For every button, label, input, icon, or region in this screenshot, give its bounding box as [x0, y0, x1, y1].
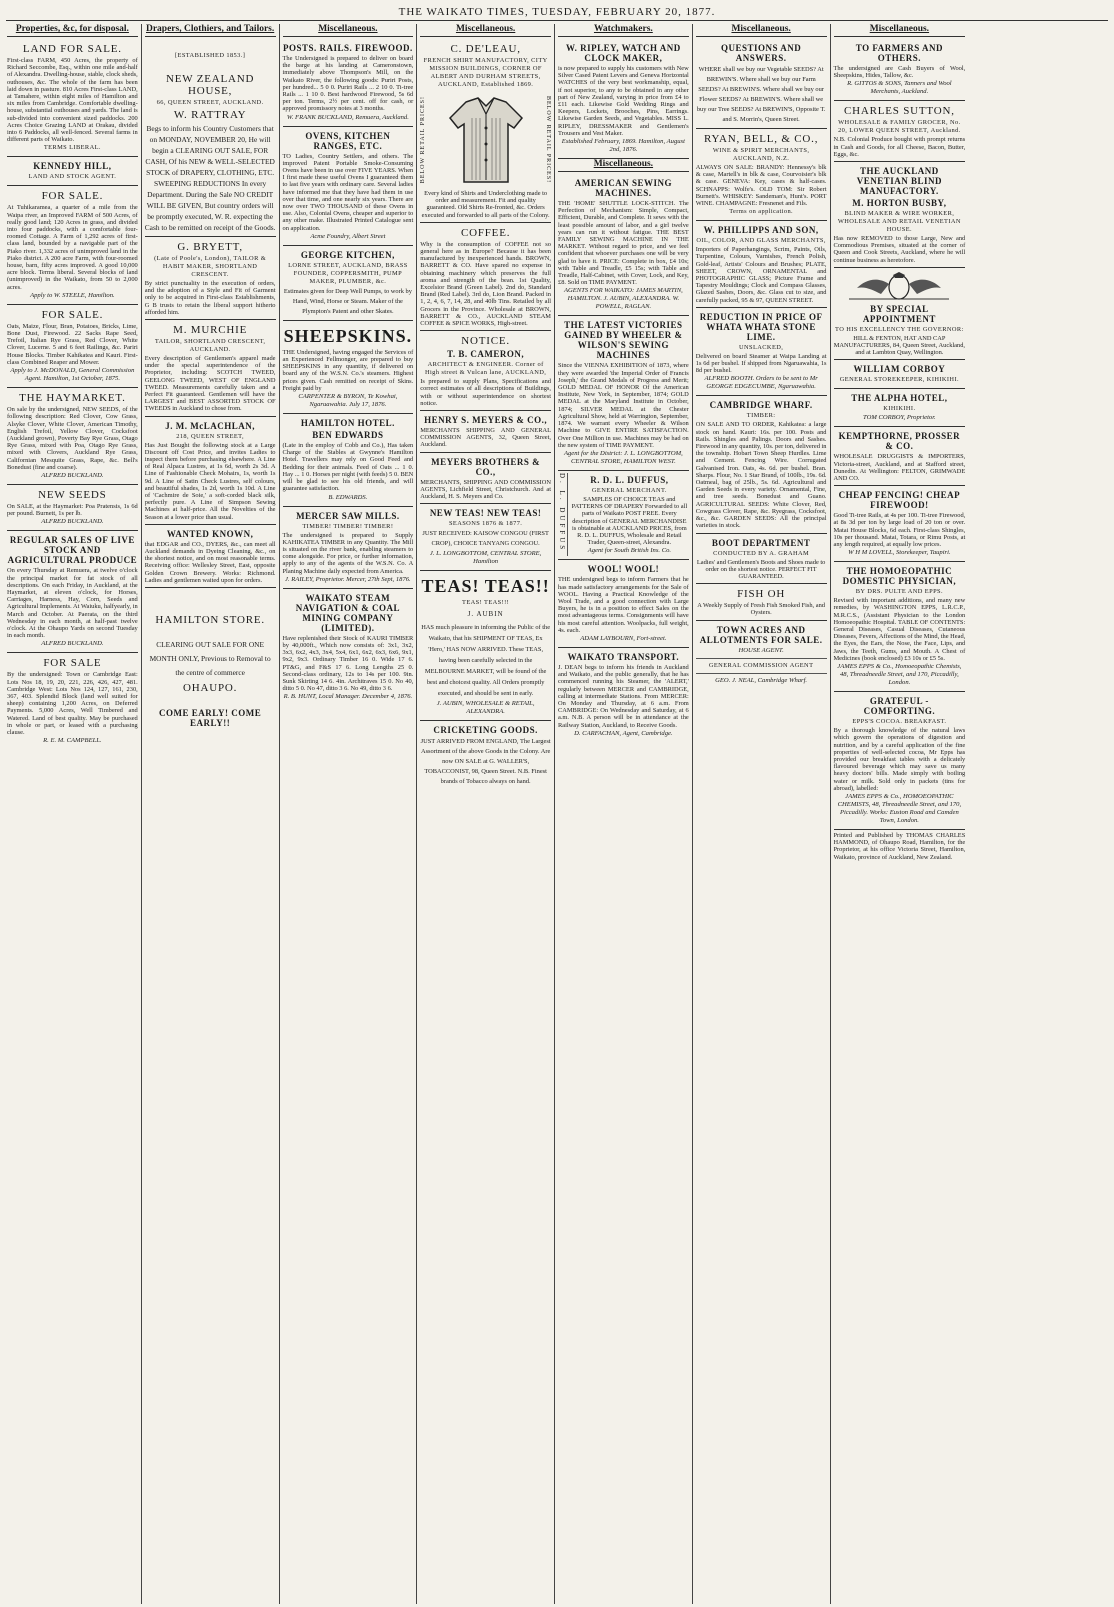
column-heading: Miscellaneous. — [420, 24, 551, 37]
advert-fish — [696, 584, 827, 620]
ad-body: A Weekly Supply of Fresh Fish Smoked Fish, and Oysters. — [697, 602, 825, 617]
ad-body: JUST ARRIVED FROM ENGLAND, The Largest Assortment of the above Goods in the Colony. Are now ON SALE at G. WALLER'S, TOBACCONIST, 98, Queen Street. N.B. Finest brands of Tobacco always on hand. — [420, 738, 551, 786]
ad-subtitle: ARCHITECT & ENGINEER. Corner of High street & Vulcan lane, AUCKLAND, — [424, 361, 547, 377]
ad-title: WOOL! WOOL! — [587, 564, 660, 575]
advert-for-sale-cambridge-lots — [7, 653, 138, 749]
advert-phillipps — [696, 221, 827, 308]
ad-signature: TOM CORBOY, Proprietor. — [863, 414, 936, 422]
ad-body: Since the VIENNA EXHIBITION of 1873, where they were awarded 'the Imperial Order of Francis Joseph,' the Grand Medals of Progress and Merit; GOLD MEDAL OF HONOR Of the American Institute, New York, in September, 1874; GOLD MEDAL at the Maryland Institute in October, 1874; SILVER MEDAL at the Chester Agricultural Show, held at Warrington, September, 1874. We warrant every Wheeler & Wilson Machine to GIVE ENTIRE SATISFACTION. Over One Million in use. Machines may be had on the new system of TIME PAYMENT. — [558, 362, 689, 449]
ad-subtitle: GENERAL MERCHANT. — [591, 486, 667, 494]
ad-note: Terms on application. — [729, 208, 794, 216]
advert-to-farmers — [834, 39, 966, 101]
ad-place: OHAUPO. — [183, 682, 238, 695]
column-heading: Miscellaneous. — [696, 24, 827, 37]
ad-title: REDUCTION IN PRICE OF WHATA WHATA STONE LIME. — [699, 311, 823, 342]
ad-title: SHEEPSKINS. — [283, 325, 413, 346]
advert-notice-cameron — [420, 331, 551, 411]
ad-body: WHOLESALE DRUGGISTS & IMPORTERS, Victoria-street, Auckland, and at Stafford street, Dunedin. At Wellington: FELTON, GRIMWADE AND CO. — [833, 453, 966, 483]
ad-title: BY SPECIAL APPOINTMENT — [862, 303, 936, 324]
ad-body: By the undersigned: Town or Cambridge East: Lots Nos 18, 19, 20, 221, 226, 426, 427, 481. Cambridge West: Lots Nos 124, 127, 161, 230, 367, 403. Splendid Block (land well suited for sheep) containing 1,200 Acres, on Deferred Payments. 5,000 Acres, Well Timbered and Watered. Land of best quality. May be purchased in whole or part, or leased with a purchasing clause. — [7, 671, 138, 736]
ad-title: AMERICAN SEWING MACHINES. — [574, 178, 672, 199]
ad-signature: J. AUBIN, WHOLESALE & RETAIL, ALEXANDRA. — [436, 700, 535, 716]
ad-body: SAMPLES OF CHOICE TEAS and PATTERNS OF DRAPERY Forwarded to all parts of Waikato POST FREE. Every description of GENERAL MERCHANDISE is obtainable at AUCKLAND PRICES, from R. D. L. DUFFUS, Wholesale and Retail Trader, Queen-street, Alexandra. — [571, 495, 688, 547]
ad-title: TOWN ACRES AND ALLOTMENTS FOR SALE. — [699, 624, 823, 645]
column-miscellaneous-3 — [693, 24, 831, 1604]
advert-cheap-fencing — [834, 486, 966, 562]
ad-name: J. AUBIN — [467, 610, 504, 619]
ad-body: Delivered on board Steamer at Waipa Landing at 1s 6d per bushel. If shipped from Ngaruawahia, 1s 8d per bushel. — [695, 352, 827, 375]
ad-body: J. DEAN begs to inform his friends in Auckland and Waikato, and the public generally, that he has commenced running his Steamer, the 'ALERT,' regularly between MERCER and CAMBRIDGE, calling at intermediate Stations. From MERCER: On Monday and Thursday, at 6 a.m. From CAMBRIDGE: On Wednesday and Saturday, at 6 a.m. N.B. A person will be in attendance at the Railway Station, Auckland, to Receive Goods. — [558, 663, 689, 729]
ad-signature: ALFRED BOOTH. Orders to be sent to Mr GEORGE EDGECUMBE, Ngaruawahia. — [704, 375, 818, 391]
advert-kempthorne-prosser — [834, 427, 966, 486]
advert-boot-department — [696, 534, 827, 585]
ad-title: NEW SEEDS — [38, 488, 107, 501]
column-heading: Miscellaneous. — [283, 24, 414, 37]
advert-george-kitchen — [283, 246, 414, 321]
advert-waikato-steam-navigation — [283, 589, 414, 706]
ad-body: N.B. Colonial Produce bought with prompt returns in Cash and Goods, for all Cheese, Bacon, Butter, Eggs, &c. — [833, 136, 966, 158]
advert-charles-sutton — [834, 101, 966, 162]
ad-title: TEAS! TEAS!! — [421, 576, 550, 597]
ad-signature: Agent for the District: J. L. LONGBOTTOM, CENTRAL STORE, HAMILTON WEST. — [563, 449, 683, 465]
ad-title: CHEAP FENCING! CHEAP FIREWOOD! — [838, 490, 961, 511]
advert-hamilton-store — [145, 588, 276, 733]
ad-title: CRICKETING GOODS. — [433, 725, 538, 736]
ad-title: NEW ZEALAND HOUSE, — [165, 73, 255, 97]
ad-signature: ADAM LAYBOURN, Fort-street. — [580, 634, 667, 642]
advert-ovens — [283, 127, 414, 246]
ad-body: On every Thursday at Remuera, at twelve o'clock the principal market for fat stock of all descriptions. On each Friday, in Auckland, at the Haymarket, at eleven o'clock, for Horses, Carriages, Harness, Hay, Corn, Seeds and Agricultural Implements. At Waiuku, halfyearly, in March and October. At Paerata, on the third Wednesday in each month, at half-past twelve o'clock. At the Ohaupo Yards on second Tuesday in each month. — [7, 567, 138, 640]
advert-bryett — [145, 237, 276, 320]
ad-body: On sale by the undersigned, NEW SEEDS, of the following description: Red Clover, Cow Grass, Alsyke Clover, White Clover, American Timothy, English Trefoil, Yellow Clover, Cocksfoot (Auckland grown), Poverty Bay Rye Grass, Otago Rye Grass, mixed with Poa, Otago Rye Grass, mixed with Clovers, Auckland Rye Grass, Californian Mesquite Grass, Rape, &c. Bell's Bonedust (fine and coarse). — [7, 406, 138, 471]
ad-body: TO Ladies, Country Settlers, and others. The improved Patent Portable Smoke-Consuming Ovens have been in use over FIVE YEARS. When I first made these useful Ovens I guaranteed them to last five years with ordinary care. Several ladies have informed me that they have had them in use over that time, and one nearly six years. There are now over TWO THOUSAND of these Ovens in use. Also, Colonial Ovens, cheaper and superior to any other make. Illustrated Printed Catalogue sent on application. — [282, 152, 414, 232]
ad-body: Why is the consumption of COFFEE not so general here as in Europe? Because it has been manufactured by inexperienced hands. BROWN, BARRETT & CO. Have spared no expense in obtaining machinery which preserves the full aroma and strength of the bean. 1st Quality, Excelsior Brand (Green Label). 2nd do, Standard Brand (Red Label). 3rd do, Lion Brand. Packed in 1, 2, 4, 6, 7, 14, 28, and 40lb Tins. Retailed by all Grocers in the Province. Wholesale at BROWN, BARRETT & CO., AUCKLAND STEAM COFFEE & SPICE WORKS, High-street. — [420, 240, 551, 328]
ad-signature: Apply to J. McDONALD, General Commission Agent. Hamilton, 1st October, 1875. — [10, 367, 135, 383]
advert-wool — [558, 560, 689, 648]
ad-signature: CARPENTER & BYRON, Te Kowhai, Ngaruawahia. July 17, 1876. — [298, 393, 398, 409]
ad-signature: ALFRED BUCKLAND. — [41, 471, 104, 479]
ad-body: First-class FARM, 450 Acres, the property of Richard Seccombe, Esq., within one mile and-half of Alexandra. Dwelling-house, stable, clock sheds, outhouses, &c. The whole of the farm has been laid down in pasture. 810 Acres First-class LAND, at Tamahere, within eight miles of Hamilton and six miles from Cambridge. Comfortable dwelling-house, substantial outhouses and yards. The land is sub-divided into convenient sized paddocks. 200 Acres Choice Grazing LAND at Orakau, divided into 6 Paddocks, all well-fenced. Several farms in different parts of Waikato. — [7, 57, 138, 144]
ad-signature: B. EDWARDS. — [328, 493, 368, 501]
ad-subtitle: LAND AND STOCK AGENT. — [28, 173, 117, 181]
ad-signature: Established February, 1869. Hamilton, August 2nd, 1876. — [561, 138, 685, 154]
advert-american-sewing — [558, 174, 689, 316]
advert-haymarket — [7, 388, 138, 485]
ad-signature: Agent for South British Ins. Co. — [587, 547, 672, 555]
ad-title: WANTED KNOWN, — [166, 528, 254, 539]
advert-posts-rails — [283, 39, 414, 127]
advert-ryan-bell — [696, 129, 827, 221]
ad-title: W. RIPLEY, WATCH AND CLOCK MAKER, — [565, 43, 681, 63]
masthead: THE WAIKATO TIMES, TUESDAY, FEBRUARY 20, 1877. — [6, 6, 1108, 21]
ad-title: W. PHILLIPPS AND SON, — [703, 225, 819, 236]
ad-signature: R. B. HUNT, Local Manager. December 4, 1876. — [283, 693, 413, 701]
ad-title: MEYERS BROTHERS & CO., — [431, 456, 541, 477]
advert-epps-cocoa — [834, 692, 966, 830]
ad-title: C. DE'LEAU, — [450, 43, 521, 55]
ad-signature: W. FRANK BUCKLAND, Remuera, Auckland. — [286, 113, 409, 121]
ad-subtitle: GENERAL STOREKEEPER, KIHIKIHI. — [839, 376, 959, 384]
ad-body: Every kind of Shirts and Underclothing made to order and measurement. Fit and quality guaranteed. Old Shirts Re-fronted, &c. Orders executed and forwarded to all parts of the Colony. — [421, 190, 550, 219]
column-heading: Watchmakers. — [558, 24, 689, 37]
ad-title: OVENS, KITCHEN RANGES, ETC. — [305, 130, 391, 151]
ad-signature: Acme Foundry, Albert Street — [310, 232, 386, 240]
ad-note: TERMS LIBERAL. — [43, 144, 101, 152]
ad-title: BOOT DEPARTMENT — [711, 537, 811, 548]
ad-body: ON SALE AND TO ORDER, Kahikatea: a large stock on hand. Kauri: 16s. per 100. Posts and Rails. Shingles and Palings. Doors and Sashes. Firewood in any quantity, 10s. per ton, delivered in the township. Hobart Town Sheep Hurdles. Lime and Cement. Fencing Wire. Corrugated Galvanised Iron. Oats, 4s. 6d. per bushel. Bran. Sharps. Flour, No. 1 Star Brand, of 100lb., 19s. 6d. Oatmeal, bag of 25lb., 5s. 6d. Agricultural and Garden Seeds in every variety. Ornamental, Fine, and tree seeds. Bonedust and Guano. AGRICULTURAL SEEDS: White Clover, Red, Cowgrass Clover, Rape, &c. Ryegrass, Cocksfoot, &c., &c. GARDEN SEEDS: All the principal varieties in stock. — [695, 421, 827, 530]
ad-subtitle: FRENCH SHIRT MANUFACTORY, CITY MISSION BUILDINGS, CORNER OF ALBERT AND DURHAM STREETS, AUCKLAND, Established 1869. — [423, 57, 548, 88]
ad-signature: ALFRED BUCKLAND. — [41, 518, 104, 526]
ad-title: WAIKATO TRANSPORT. — [567, 651, 680, 662]
advert-venetian-blind — [834, 162, 966, 268]
ad-title: M. MURCHIE — [173, 324, 248, 337]
ad-signature: R. GITTOS & SONS, Tanners and Wool Merchants, Auckland. — [847, 80, 952, 96]
imprint-text: Printed and Published by THOMAS CHARLES HAMMOND, of Ohaupo Road, Hamilton, for the Proprietor, at his office Victoria Street, Hamilton, Waikato, province of Auckland, New Zealand. — [833, 831, 966, 861]
ad-subtitle: BLIND MAKER & WIRE WORKER, WHOLESALE AND RETAIL VENETIAN HOUSE. — [837, 210, 961, 234]
ad-subtitle: (Late of Poole's, London), TAILOR & HABIT MAKER, SHORTLAND CRESCENT. — [154, 255, 267, 278]
advert-special-appointment — [834, 268, 966, 361]
advert-alpha-hotel — [834, 389, 966, 427]
ad-body: Has now REMOVED to those Large, New and Commodious Premises, situated at the corner of Queen and Cook Streets, Auckland, where he will continue business as heretofore. — [833, 235, 966, 264]
ad-footer: COME EARLY! COME EARLY!! — [159, 708, 262, 729]
ad-title: POSTS. RAILS. FIREWOOD. — [282, 43, 413, 53]
ad-signature: J. RAILEY, Proprietor. Mercer, 27th Sept, 1876. — [285, 575, 411, 583]
ad-body: THE Undersigned, having engaged the Services of an Experienced Fellmonger, are prepared to buy SHEEPSKINS in any quantity, if delivered on board any of the W.S.N. Co.'s steamers. Highest prices given. Cash remitted on receipt of Skins. Freight paid by — [282, 348, 414, 392]
ad-title: QUESTIONS AND ANSWERS. — [720, 43, 802, 63]
advert-regular-sales — [7, 531, 138, 653]
ad-subtitle: LORNE STREET, AUCKLAND, BRASS FOUNDER, COPPERSMITH, PUMP MAKER, PLUMBER, &c. — [288, 261, 408, 285]
royal-arms-emblem — [839, 272, 959, 302]
ad-title: THE LATEST VICTORIES GAINED BY WHEELER & WILSON'S SEWING MACHINES — [564, 320, 683, 361]
ad-title: NOTICE. — [461, 335, 510, 348]
ad-subtitle: TIMBER! TIMBER! TIMBER! — [302, 522, 394, 530]
advert-hamilton-hotel — [283, 414, 414, 506]
ad-subtitle: UNSLACKED, — [738, 343, 784, 351]
ad-signature: AGENTS FOR WAIKATO: JAMES MARTIN, HAMILTON. J. AUBIN, ALEXANDRA. W. POWELL, RAGLAN. — [563, 287, 683, 311]
ad-signature: D. CARFACHAN, Agent, Cambridge. — [574, 729, 673, 737]
advert-mercer-saw-mills — [283, 507, 414, 589]
advert-wanted-known — [145, 525, 276, 588]
ad-body: MERCHANTS SHIPPING AND GENERAL COMMISSION AGENTS, 32, Queen Street, Auckland. — [420, 427, 551, 449]
advert-teas-aubin — [420, 571, 551, 721]
ad-body: JUST RECEIVED: KAISOW CONGOU (FIRST CROP), CHOICE TANYANG CONGOU. — [422, 530, 549, 548]
ad-name: W. RATTRAY — [173, 109, 247, 121]
section-heading: Miscellaneous. — [558, 159, 689, 172]
advert-murchie — [145, 320, 276, 417]
side-text-right: BELOW RETAIL PRICES! — [545, 96, 551, 184]
ad-title: REGULAR SALES OF LIVE STOCK AND AGRICULTURAL PRODUCE — [7, 535, 138, 566]
ad-subtitle: OIL, COLOR, AND GLASS MERCHANTS, — [696, 237, 826, 245]
column-heading: Drapers, Clothiers, and Tailors. — [145, 24, 276, 37]
ad-body: THE undersigned begs to inform Farmers that he has made satisfactory arrangements for the Sale of WOOL. Having a Practical Knowledge of the Wool Trade, and a good connection with Large Buyers, he is in a position to effect Sales on the most advantageous terms. Consignments will have his most careful attention. Woolpacks, full weight, 4s. each. — [558, 576, 689, 634]
ad-subtitle: SEASONS 1876 & 1877. — [448, 520, 523, 528]
advert-de-leau-shirts — [420, 39, 551, 223]
ad-title: CAMBRIDGE WHARF. — [709, 400, 813, 411]
ad-body: Oats, Maize, Flour, Bran, Potatoes, Bricks, Lime, Bone Dust, Firewood. 22 Sacks Rape Seed, Trefoil, Italian Rye Grass, Red Clover, White Clover, Lucerne. 5 and 6 feet Railings, &c. Pariri House Blocks. Timber Kahikatea and Kauri. First-class Combined Reaper and Mower. — [7, 322, 138, 366]
ad-title: J. M. McLACHLAN, — [165, 420, 255, 431]
advert-henry-meyers — [420, 411, 551, 453]
ad-title: WILLIAM CORBOY — [853, 364, 946, 375]
ad-title: LAND FOR SALE. — [22, 43, 122, 55]
ad-body: HILL & FENTON, HAT AND CAP MANUFACTURERS, 84, Queen Street, Auckland, and at Lambton Quay, Wellington. — [833, 334, 965, 357]
ad-title: HAMILTON STORE. — [155, 614, 265, 627]
ad-body: THE 'HOME' SHUTTLE LOCK-STITCH. The Perfection of Mechanism: Simple, Compact, Efficient, Durable, and Complete. It sews with the least possible amount of labor, and a girl twelve years can run it without fatigue. THE BEST FAMILY SEWING MACHINE IN THE MARKET. Without regard to price, and we feel confident that whoever purchases one will be very glad to have it. PRICE: Complete in box, £4 10s; with Table and Treadle, £5 15s; with Table and Treadle, Half-Cabinet, with Cover, Lock, and Key, £8. Sold on TIME PAYMENT. — [558, 200, 689, 287]
ad-title: FOR SALE. — [41, 308, 104, 321]
advert-town-acres — [696, 621, 827, 689]
ad-title: RYAN, BELL, & CO., — [703, 133, 819, 145]
advert-whata-whata-lime — [696, 308, 827, 397]
ad-body: Ladies' and Gentlemen's Boots and Shoes made to order on the shortest notice. PERFECT FIT GUARANTEED. — [696, 558, 826, 580]
ad-title: NEW TEAS! NEW TEAS! — [429, 508, 542, 519]
ad-body: Estimates given for Deep Well Pumps, to work by Hand, Wind, Horse or Steam. Maker of the Plympton's Patent and other Skates. — [283, 287, 412, 315]
ad-subtitle: TAILOR, SHORTLAND CRESCENT, AUCKLAND. — [154, 338, 266, 354]
ad-body: HAS much pleasure in informing the Public of the Waikato, that his SHIPMENT OF TEAS, Ex 'Hero,' HAS NOW ARRIVED. These TEAS, having been carefully selected in the MELBOURNE MARKET, will be found of the best and choicest quality. All Orders promptly executed, and should be sent in early. — [421, 624, 551, 698]
ad-subtitle: KIHIKIHI. — [883, 405, 916, 413]
advert-mclachlan — [145, 417, 276, 525]
advert-for-sale-tuhikaramea — [7, 186, 138, 304]
advert-william-corboy — [834, 360, 966, 389]
ad-title: HAMILTON HOTEL. — [300, 418, 395, 429]
ad-title: G. BRYETT, — [177, 241, 243, 253]
ad-body: CLEARING OUT SALE FOR ONE MONTH ONLY, Previous to Removal to the centre of commerce — [149, 640, 271, 678]
ad-title: THE HOMOEOPATHIC DOMESTIC PHYSICIAN, — [842, 566, 957, 587]
ad-title: TO FARMERS AND OTHERS. — [855, 43, 943, 63]
advert-cambridge-wharf — [696, 396, 827, 533]
ad-title: FOR SALE. — [41, 190, 104, 203]
ad-body: Importers of Paperhangings, Scrim, Paints, Oils, Turpentine, Colours, Varnishes, French Polish, Gold-leaf, Artists' Colours and Brushes; PLATE, SHEET, CROWN, ORNAMENTAL and PHOTOGRAPHIC GLASS; Picture Frame and Tapestry Mouldings; Clock and Compass Glasses, Glazed Sashes, Doors, &c. Glass cut to size, and carefully packed, 95 & 97, QUEEN STREET. — [695, 246, 827, 304]
ad-body: GENERAL COMMISSION AGENT — [708, 661, 814, 669]
advert-cricketing-goods — [420, 721, 551, 790]
ad-title: CHARLES SUTTON, — [843, 105, 955, 118]
ad-subtitle: WHOLESALE & FAMILY GROCER, No. 20, LOWER QUEEN STREET, Auckland. — [838, 119, 961, 135]
ad-body: ALWAYS ON SALE: BRANDY: Hennessy's blk & case, Martell's in blk & case, Courvoisier's blk & case. GENEVA: Key, cases & half-cases. SCHNAPPS: Wolfe's. OLD TOM: Sir Robert Burnett's. WHISKEY: Sandeman's, Hunt's. PORT WINE. CHAMPAGNE: Fresnenet and Fils. — [695, 164, 827, 208]
ad-subtitle: CONDUCTED BY A. GRAHAM — [713, 549, 810, 557]
ad-title: COFFEE. — [460, 226, 511, 239]
advert-land-for-sale — [7, 39, 138, 157]
ad-subtitle: HOUSE AGENT. — [738, 646, 784, 654]
ad-body: By strict punctuality in the execution of orders, and the adoption of a Style and Fit of Garment only to be acquired in First-class Establishments, G B trusts to retain the liberal support hitherto afforded him. — [144, 280, 276, 316]
ad-signature: ALFRED BUCKLAND. — [41, 640, 104, 648]
column-heading: Properties, &c, for disposal. — [7, 24, 138, 37]
ad-name: T. B. CAMERON, — [447, 349, 525, 360]
ad-body: On SALE, at the Haymarket: Poa Pratensis, 1s 6d per pound. Burnett, 1s per lb. — [7, 502, 138, 518]
ad-body: that EDGAR and CO., DYERS, &c., can meet all Auckland demands in Dyeing Cleaning, &c., on the shortest notice, and on most reasonable terms. Receiving office: Wellesley Street, East, opposite Golden Crown Brewery. Works: Richmond. Ladies and gentlemen waited upon for orders. — [144, 540, 276, 584]
ad-body: Good Ti-tree Rails, at 4s per 100. Ti-tree Firewood, at 8s 3d per ton by large load of 20 ton or over. Matai House Blocks, 6d each. First-class Shingles, 10s per thousand. Matai, Totara, or Rimu Posts, at any length required, at equally low prices. — [833, 512, 966, 549]
ad-signature: JAMES EPPS & Co., Homoeopathic Chemists, 48, Threadneedle Street, and 170, Piccadilly, London. — [837, 663, 962, 687]
advert-ripley — [558, 39, 689, 159]
ad-signature: J. L. LONGBOTTOM, CENTRAL STORE, Hamilton — [429, 550, 542, 566]
ad-subtitle: 218, QUEEN STREET, — [176, 432, 245, 440]
advert-waikato-transport — [558, 648, 689, 742]
ad-body: By a thorough knowledge of the natural laws which govern the operations of digestion and nutrition, and by a careful application of the fine properties of well-selected cocoa, Mr Epps has provided our breakfast tables with a delicately flavoured beverage which may save us many heavy doctors' bills. Made simply with boiling water or milk. Sold only in packets (tins for abroad), labelled: — [833, 727, 966, 792]
printer-imprint — [834, 830, 966, 864]
ad-title: KEMPTHORNE, PROSSER & CO. — [838, 431, 961, 452]
columns — [4, 24, 1110, 1604]
advert-wheeler-wilson — [558, 316, 689, 470]
ad-signature: Apply to W. STEELE, Hamilton. — [30, 291, 115, 299]
ad-title: THE AUCKLAND VENETIAN BLIND MANUFACTORY. — [856, 166, 943, 197]
advert-meyers-brothers — [420, 453, 551, 505]
ad-title: FOR SALE — [43, 657, 102, 670]
ad-subtitle: TIMBER: — [746, 412, 776, 420]
ad-name: M. HORTON BUSBY, — [852, 198, 947, 209]
ad-title: KENNEDY HILL, — [33, 161, 112, 172]
ad-title: HENRY S. MEYERS & CO., — [424, 415, 548, 426]
column-miscellaneous-4 — [831, 24, 969, 1604]
ad-signature: GEO. J. NEAL, Cambridge Wharf. — [715, 676, 808, 684]
ad-subtitle: 66, QUEEN STREET, AUCKLAND. — [156, 99, 264, 106]
side-text-left: BELOW RETAIL PRICES! — [420, 96, 427, 184]
advert-new-seeds — [7, 485, 138, 531]
ad-body: The undersigned is prepared to Supply KAHIKATEA TIMBER in any Quantity. The Mill is situated on the river bank, enabling steamers to come alongside. For price, or further information, apply to any of the agents of the W.S.N. Co. A Planing Machine daily expected from America. — [282, 531, 414, 575]
ad-body: At Tuhikaramea, a quarter of a mile from the Waipa river, an Improved FARM of 500 Acres, of really good land; 120 Acres in grass, and divided into four paddocks, with a comfortable four-roomed Cottage. A Farm of 1,292 acres of first-class land, bounded by a navigable part of the Piako river. 1,332 acres of unimproved land in the Piako district. A 200 acre Farm, with four-roomed house, barn, fifty acres improved. A good 10,000 acre block. Terms liberal. Several blocks of land (unimproved) in the Waikato, from 50 to 2,000 acres. — [7, 204, 138, 291]
advert-homoeopathic-physician — [834, 562, 966, 692]
ad-body: is now prepared to supply his customers with New Silver Cased Patent Levers and Geneva Horizontal WATCHES of the very best workmanship, equal, if not superior, to any to be obtained in any other part of New Zealand, varying in price from £4 to £11 each. Likewise Gold Wedding Rings and Keepers, Lockets, Brooches, Pins, Earrings. Likewise Garden Seeds, and Vegetables. MISS L. RIPLEY, DRESSMAKER and Gentlemen's Trousers and Vest Maker. — [558, 65, 689, 137]
ad-subtitle: TO HIS EXCELLENCY THE GOVERNOR: — [835, 325, 964, 333]
column-miscellaneous-1 — [280, 24, 418, 1604]
ad-subtitle: WINE & SPIRIT MERCHANTS, AUCKLAND, N.Z. — [712, 147, 810, 162]
ad-body: The undersigned are Cash Buyers of Wool, Sheepskins, Hides, Tallow, &c. — [833, 65, 966, 80]
ad-body: The Undersigned is prepared to deliver on board the barge at his landing at Cameronstown, immediately above Thompson's Mill, on the Waikato River, the following goods: Puriri Posts, per hundred... 5 0 0. Puriri Rails ... 2 10 0. Ti-tree Rails ... 1 10 0. Best hardwood Firewood, 5s 6d per ton. Terms, 2½ per cent. off for cash, or approved promissory notes at 3 months. — [282, 55, 414, 113]
advert-coffee — [420, 223, 551, 331]
ad-signature: W H M LOVELL, Storekeeper, Taupiri. — [848, 549, 951, 557]
advert-new-zealand-house — [145, 39, 276, 237]
column-heading: Miscellaneous. — [834, 24, 966, 37]
ad-subtitle: EPPS'S COCOA. BREAKFAST. — [852, 718, 947, 726]
ad-body: Is prepared to supply Plans, Specifications and correct estimates of all descriptions of Buildings, with or without superintendence on shortest notice. — [420, 378, 551, 407]
column-properties — [4, 24, 142, 1604]
ad-title: THE ALPHA HOTEL, — [851, 393, 948, 404]
advert-kennedy-hill — [7, 157, 138, 186]
ad-body: Begs to inform his Country Customers that on MONDAY, NOVEMBER 20, He will begin a CLEARING OUT SALE, FOR CASH, Of his NEW & WELL-SELECTED STOCK of DRAPERY, CLOTHING, ETC. SWEEPING REDUCTIONS In every Department. During the Sale NO CREDIT WILL BE GIVEN, But country orders will be promptly executed, W. R. expecting the Cash to be remitted on receipt of the Goods. — [144, 124, 276, 232]
ad-body: Every description of Gentlemen's apparel made under the special superintendence of the Proprietor, including: SCOTCH TWEED, GEELONG TWEED, WEST OF ENGLAND TWEED. Measurements carefully taken and a Perfect Fit guaranteed. Gentlemen will have the LARGEST and BEST ASSORTED STOCK OF TWEEDS in Auckland to chose from. — [144, 355, 276, 413]
ad-established: [ESTABLISHED 1853.] — [174, 52, 246, 59]
ad-subtitle: TEAS! TEAS!!! — [462, 599, 510, 607]
ad-signature: R. E. M. CAMPBELL. — [43, 737, 102, 745]
shirt-illustration — [436, 94, 536, 186]
ad-title: WAIKATO STEAM NAVIGATION & COAL MINING COMPANY (LIMITED). — [295, 592, 400, 633]
ad-title: R. D. L. DUFFUS, — [590, 474, 669, 485]
ad-title: FISH OH — [737, 588, 786, 601]
advert-duffus — [558, 471, 689, 560]
column-miscellaneous-2 — [417, 24, 555, 1604]
advert-new-teas — [420, 504, 551, 571]
ad-body: Have replenished their Stock of KAURI TIMBER by 40,000ft., Which now consists of: 3x1, 3x2, 3x3, 6x2, 4x3, 3x4, 5x4, 6x1, 6x2, 6x3, 6x6, 9x1, 9x2, 9x3. Ordinary Timber 16 0. Wide 17 6. PT&G, and F&S 17 6. Long Lengths 25 0. Second-class ordinary, 12s to 14s per 100. 9in. Sunk Skirting 14 6. 4in. Architraves 15 0. No 40, ditto 5 0. No 47, ditto 3 6. No 49, ditto 3 6. — [282, 634, 414, 693]
column-watchmakers — [555, 24, 693, 1604]
advert-sheepskins — [283, 321, 414, 414]
ad-body: WHERE shall we buy our Vegetable SEEDS? At BREWIN'S. Where shall we buy our Farm SEEDS? At BREWIN'S. Where shall we buy our Flower SEEDS? At BREWIN'S. Where shall we buy our Tree SEEDS? At BREWIN'S, Opposite T. and S. Morrin's, Queen Street. — [696, 66, 826, 123]
advert-for-sale-produce — [7, 305, 138, 388]
ad-body: (Late in the employ of Cobb and Co.), Has taken Charge of the Stables at Gwynne's Hamilton Hotel. Travellers may rely on Good Feed and Bedding for their animals. Feed of Oats ... 1 0. Hay ... 1 0. Horses per night (with feeds) 5 0. BEN will be glad to see his old friends, and will guarantee satisfaction. — [282, 442, 414, 493]
ad-title: THE HAYMARKET. — [19, 392, 126, 405]
advert-brewin-seeds — [696, 39, 827, 129]
ad-body: Revised with important additions, and many new remedies, by WASHINGTON EPPS, L.R.C.P., M.R.C.S., (Assistant Physician to the London Homoeopathic Hospital. TABLE OF CONTENTS: General Diseases, Casual Diseases, Cutaneous Diseases, Fevers, Affections of the Mind, the Head, the Eyes, the Ears, the Nose, the Face, Lips, and Jaws, the Teeth, Gums, and Mouth. A Chest of Medicines (book enclosed) £3 10s or £5 5s. — [833, 597, 966, 662]
ad-name: BEN EDWARDS — [312, 430, 384, 441]
ad-title: GRATEFUL - COMFORTING. — [863, 696, 936, 717]
ad-body: MERCHANTS, SHIPPING AND COMMISSION AGENTS, Lichfield Street, Christchurch. And at Auckland, H. S. Meyers and Co. — [420, 478, 551, 501]
ad-body: Has Just Bought the following stock at a Large Discount off Cost Price, and invites Ladies to inspect them before purchasing elsewhere. A Line of Real Alpaca Lustres, at 1s 6d, worth 2s 3d. A Line of Fashionable Check Mohairs, 1s, worth 1s 9d. A Line of Satin Check Lustres, self colours, and beautiful shades, 1s 2d, worth 1s 10d. A Line of 'Cachmire de Soie,' a soft-corded black silk, perfectly pure. A Line of Simpson Sewing Machines at half-price. All the Novelties of the Season at a lower price than usual. — [144, 441, 276, 521]
ad-subtitle: BY DRS. PULTE AND EPPS. — [855, 588, 943, 596]
ad-signature: JAMES EPPS & Co., HOMOEOPATHIC CHEMISTS, 48, Threadneedle Street, and 170, Piccadilly. Works: Euston Road and Camden Town, London. — [837, 792, 962, 824]
column-drapers — [142, 24, 280, 1604]
side-text: D. L. DUFFUS — [558, 473, 568, 556]
ad-title: MERCER SAW MILLS. — [296, 510, 400, 521]
ad-title: GEORGE KITCHEN, — [300, 249, 395, 260]
